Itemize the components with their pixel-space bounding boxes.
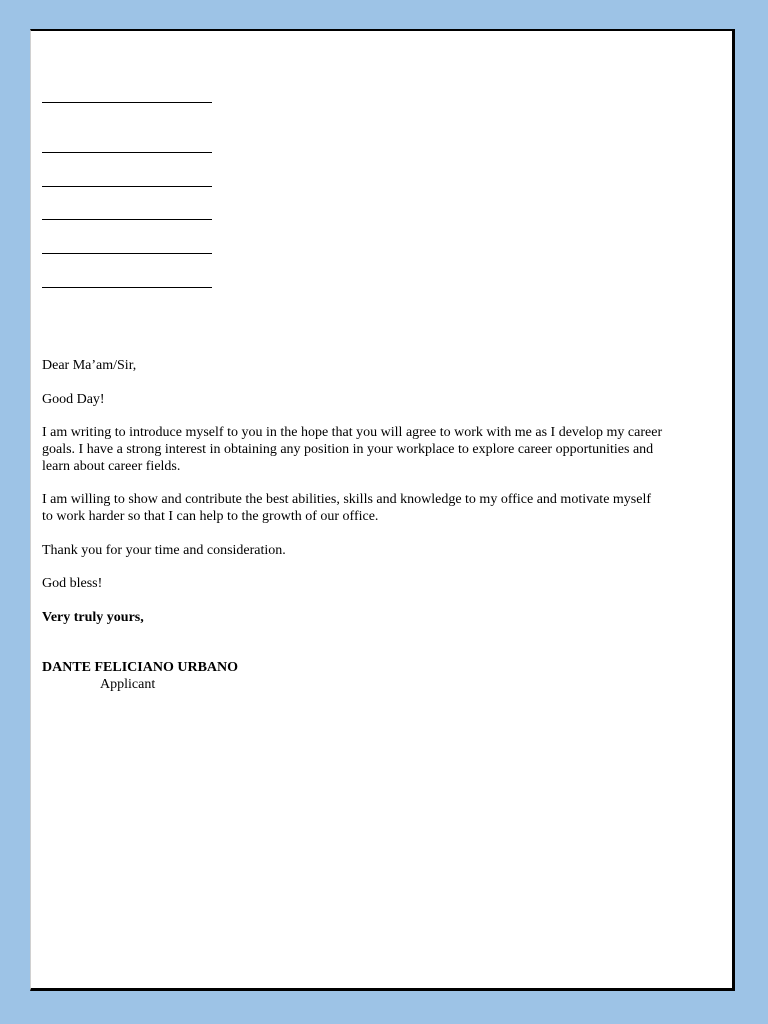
paragraph-line: I am writing to introduce myself to you in the hope that you will agree to work with me as I develop my career [42,425,663,440]
thanks-line: Thank you for your time and consideration. [42,543,286,558]
letter-page [30,29,735,991]
paragraph-line: to work harder so that I can help to the growth of our office. [42,509,379,524]
blank-recipient-line-1 [42,152,212,153]
blank-recipient-line-2 [42,186,212,187]
signer-title: Applicant [100,677,156,692]
paragraph-line: goals. I have a strong interest in obtaining any position in your workplace to explore career opportunities and [42,442,654,457]
blank-date-line [42,102,212,103]
paragraph-line: learn about career fields. [42,459,181,474]
paragraph-line: I am willing to show and contribute the best abilities, skills and knowledge to my office and motivate myself [42,492,652,507]
closing: Very truly yours, [42,610,144,625]
blessing-line: God bless! [42,576,103,591]
salutation: Dear Ma’am/Sir, [42,358,137,373]
signer-name: DANTE FELICIANO URBANO [42,660,239,675]
paragraph-introduction [42,424,732,475]
paragraph-commitment [42,491,732,525]
blank-recipient-line-3 [42,219,212,220]
blank-recipient-line-5 [42,287,212,288]
greeting: Good Day! [42,392,105,407]
blank-recipient-line-4 [42,253,212,254]
